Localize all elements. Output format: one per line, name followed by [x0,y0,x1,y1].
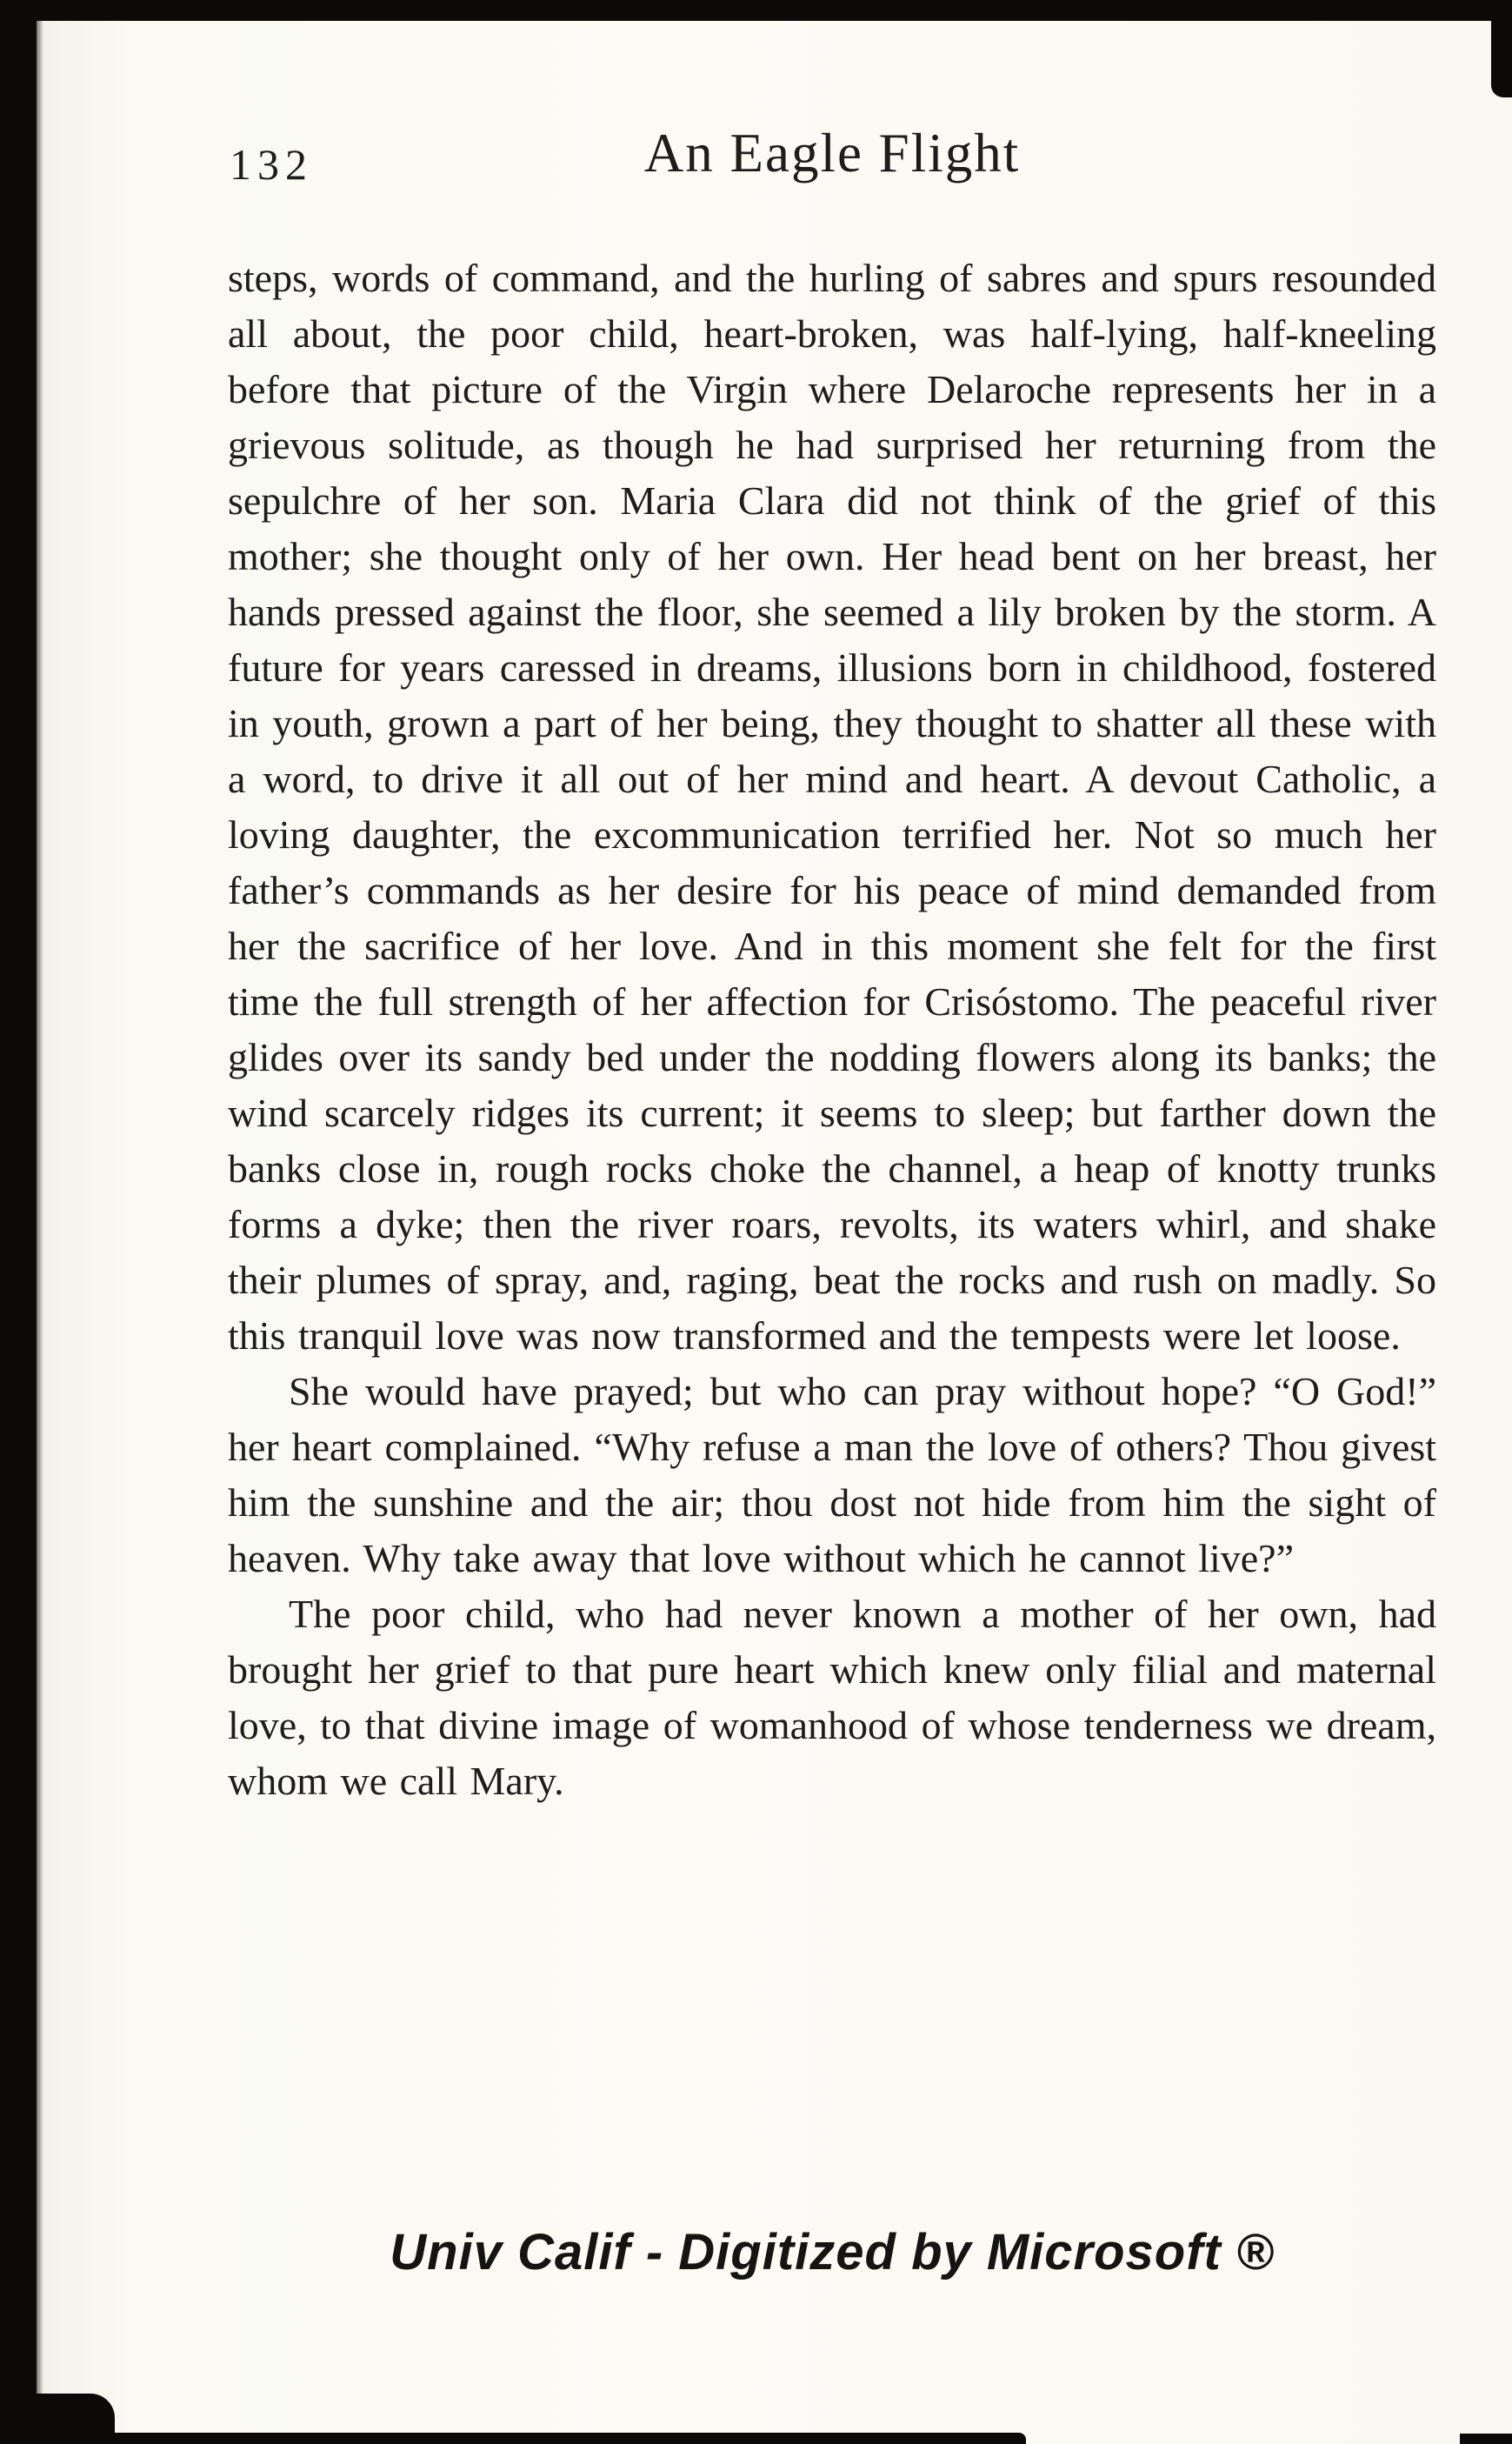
body-paragraph: The poor child, who had never known a mother of her own, had brought her grief to that pure heart which knew only filial and maternal love, to that divine image of womanhood of whose tenderness we dream, whom we call Mary. [228,1592,1436,1803]
running-head [228,122,1436,224]
body-text [228,250,1436,1809]
scan-top-border [0,0,1512,21]
scan-mark-bottom-left [0,2394,115,2444]
scan-bottom-border [0,2433,1026,2444]
digitization-watermark: Univ Calif - Digitized by Microsoft ® [390,2224,1275,2280]
page-number: 132 [230,140,313,189]
scan-mark-top-right [1491,0,1512,97]
scan-left-border [0,0,37,2444]
page-content [228,122,1436,1809]
body-paragraph: She would have prayed; but who can pray without hope? “O God!” her heart complained. “Why refuse a man the love of others? Thou givest him the sunshine and the air; thou dost not hide from him the sight of heaven. Why take away that love without which he cannot live?” [228,1369,1436,1580]
body-paragraph: steps, words of command, and the hurling of sabres and spurs resounded all about, the poor child, heart-broken, was half-lying, half-kneeling before that picture of the Virgin where Delaroche represents her in a grievous solitude, as though he had surprised her returning from the sepulchre of her son. Maria Clara did not think of the grief of this mother; she thought only of her own. Her head bent on her breast, her hands pressed against the floor, she seemed a lily broken by the storm. A future for years caressed in dreams, illusions born in childhood, fostered in youth, grown a part of her being, they thought to shatter all these with a word, to drive it all out of her mind and heart. A devout Catholic, a loving daughter, the excommunication terrified her. Not so much her father’s commands as her desire for his peace of mind demanded from her the sacrifice of her love. And in this moment she felt for the first time the full strength of her affection for Crisóstomo. The peaceful river glides over its sandy bed under the nodding flowers along its banks; the wind scarcely ridges its current; it seems to sleep; but farther down the banks close in, rough rocks choke the channel, a heap of knotty trunks forms a dyke; then the river roars, revolts, its waters whirl, and shake their plumes of spray, and, raging, beat the rocks and rush on madly. So this tranquil love was now transformed and the tempests were let loose. [228,256,1436,1358]
page-title: An Eagle Flight [643,123,1021,184]
scan-mark-bottom-right [1460,2434,1512,2444]
